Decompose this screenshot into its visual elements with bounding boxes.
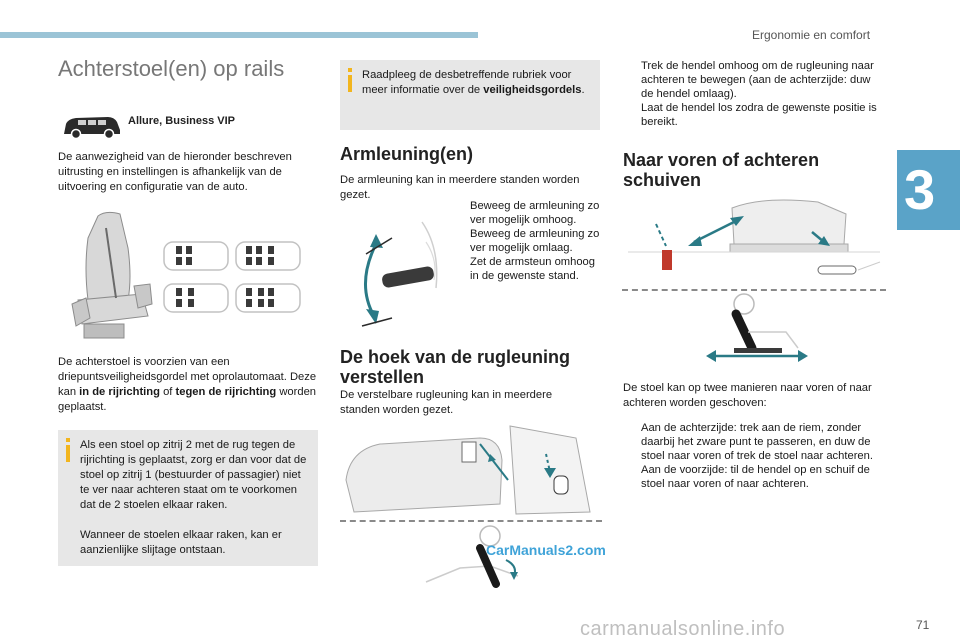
list-item: Beweeg de armleuning zo ver mogelijk omhoog. [470, 200, 600, 226]
lever-steps [623, 59, 885, 129]
backrest-heading: De hoek van de rugleuning verstellen [340, 347, 571, 387]
slide-heading: Naar voren of achteren schuiven [623, 150, 820, 190]
info-box-seatbelts [340, 60, 600, 130]
figure-divider [622, 289, 886, 291]
list-item: Beweeg de armleuning zo ver mogelijk omlaag. [470, 228, 600, 254]
armrest-heading: Armleuning(en) [340, 144, 473, 164]
list-item: Laat de hendel los zodra de gewenste positie is bereikt. [641, 102, 877, 128]
footer-watermark: carmanualsonline.info [580, 618, 786, 640]
info-box-seat-contact [58, 430, 318, 566]
info-icon [64, 438, 72, 462]
armrest-figure [352, 208, 444, 330]
list-item: Aan de voorzijde: til de hendel op en schuif de stoel naar voren of naar achteren. [641, 464, 870, 490]
info-text-2: Wanneer de stoelen elkaar raken, kan er aanzienlijke slijtage ontstaan. [80, 529, 282, 556]
slide-intro: De stoel kan op twee manieren naar voren of naar achteren worden geschoven: [623, 382, 872, 409]
header-bar [0, 32, 478, 38]
watermark: CarManuals2.com [486, 542, 606, 558]
backrest-intro: De verstelbare rugleuning kan in meerdere standen worden gezet. [340, 389, 553, 416]
slide-steps [623, 421, 885, 491]
section-title: Ergonomie en comfort [752, 28, 871, 42]
list-item: Aan de achterzijde: trek aan de riem, zonder daarbij het zware punt te passeren, en duw de stoel naar voren of trek de stoel naar achteren. [641, 422, 873, 462]
info-text-seatbelts: Raadpleeg de desbetreffende rubriek voor meer informatie over de veiligheidsgordels. [362, 69, 585, 96]
intro-text: De aanwezigheid van de hieronder beschreven uitrusting en instellingen is afhankelijk van de uitvoering en configuratie van de auto. [58, 151, 292, 193]
armrest-steps [452, 199, 602, 283]
page-title: Achterstoel(en) op rails [58, 56, 285, 81]
list-item: Zet de armsteun omhoog in de gewenste stand. [470, 256, 595, 282]
list-item: Trek de hendel omhoog om de rugleuning naar achteren te bewegen (aan de achterzijde: duw de hendel omlaag). [641, 60, 874, 100]
chapter-number: 3 [904, 158, 936, 221]
seatbelt-text: De achterstoel is voorzien van een driepuntsveiligheidsgordel met oprolautomaat. Deze kan in de rijrichting of tegen de rijrichting worden geplaatst. [58, 356, 317, 413]
backrest-lever-figure [340, 420, 602, 520]
info-text-1: Als een stoel op zitrij 2 met de rug tegen de rijrichting is geplaatst, zorg er dan voor dat de stoel op zitrij 1 (bestuurder of passagier) niet te ver naar achteren staat om te voorkomen dat de 2 stoelen elkaar raken. [80, 439, 307, 511]
van-icon [62, 112, 122, 140]
seat-rail-figure [622, 192, 886, 288]
figure-divider [340, 520, 602, 522]
rear-seat-figure [58, 208, 320, 348]
armrest-intro: De armleuning kan in meerdere standen worden gezet. [340, 174, 580, 201]
info-icon [346, 68, 354, 92]
page-number: 71 [916, 618, 930, 632]
slide-seat-figure [700, 292, 812, 362]
version-label: Allure, Business VIP [128, 115, 235, 127]
